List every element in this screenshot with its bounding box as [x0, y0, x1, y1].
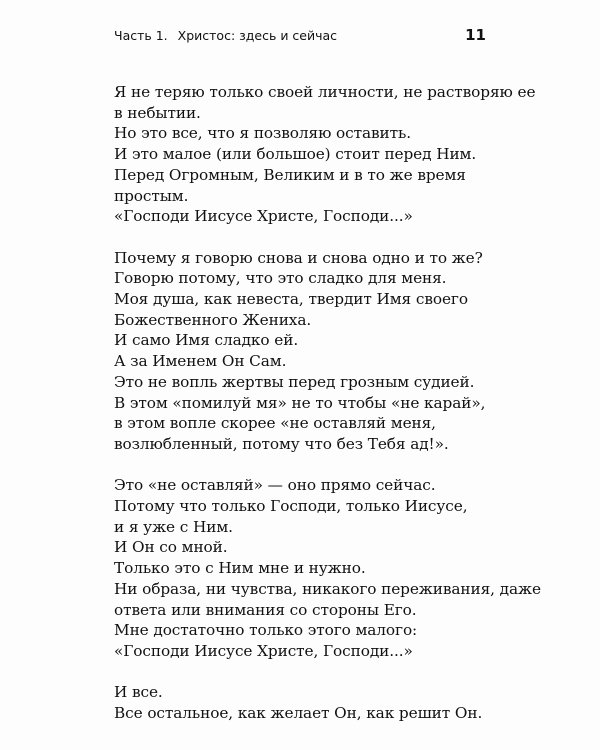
stanza-3 — [114, 475, 541, 661]
text-line: И все. — [114, 683, 163, 702]
stanza-1 — [114, 82, 536, 227]
text-line: в небытии. — [114, 103, 201, 122]
text-line: Но это все, что я позволяю оставить. — [114, 124, 411, 143]
stanza-4 — [114, 682, 494, 723]
text-line: возлюбленный, потому что без Тебя ад!». — [114, 434, 449, 453]
text-line: И Он со мной. — [114, 538, 228, 557]
running-header — [114, 26, 486, 46]
part-label: Часть 1. — [114, 28, 168, 43]
text-line: «Господи Иисусе Христе, Господи...» — [114, 641, 413, 660]
text-line: Перед Огромным, Великим и в то же время — [114, 165, 466, 184]
text-line: Только это с Ним мне и нужно. — [114, 559, 366, 578]
text-line: И это малое (или большое) стоит перед Ним. — [114, 145, 477, 164]
text-line: Все остальное, как желает Он, как решит Он. — [114, 704, 483, 723]
text-line: А за Именем Он Сам. — [114, 352, 287, 371]
text-line: Потому что только Господи, только Иисусе, — [114, 497, 468, 516]
page-number: 11 — [465, 26, 486, 44]
text-line: Я не теряю только своей личности, не растворяю ее — [114, 83, 536, 101]
text-line: «Господи Иисусе Христе, Господи...» — [114, 207, 413, 226]
text-line: Это не вопль жертвы перед грозным судией. — [114, 372, 475, 391]
running-title — [114, 26, 337, 46]
stanza-2 — [114, 248, 494, 455]
text-line: Ни образа, ни чувства, никакого переживания, даже — [114, 579, 541, 598]
body-text — [114, 82, 541, 744]
text-line: И само Имя сладко ей. — [114, 331, 299, 350]
text-line: Божественного Жениха. — [114, 310, 312, 329]
text-line: простым. — [114, 186, 189, 205]
text-line: в этом вопле скорее «не оставляй меня, — [114, 414, 436, 433]
text-line: В этом «помилуй мя» не то чтобы «не карай», — [114, 393, 486, 412]
text-line: Почему я говорю снова и снова одно и то же? — [114, 248, 483, 267]
text-line: ответа или внимания со стороны Его. — [114, 600, 417, 619]
text-line: Мне достаточно только этого малого: — [114, 621, 418, 640]
chapter-title: Христос: здесь и сейчас — [177, 28, 338, 43]
text-line: и я уже с Ним. — [114, 517, 233, 536]
text-line: Это «не оставляй» — оно прямо сейчас. — [114, 476, 436, 495]
text-line: Говорю потому, что это сладко для меня. — [114, 269, 447, 288]
text-line: Моя душа, как невеста, твердит Имя своего — [114, 290, 468, 309]
